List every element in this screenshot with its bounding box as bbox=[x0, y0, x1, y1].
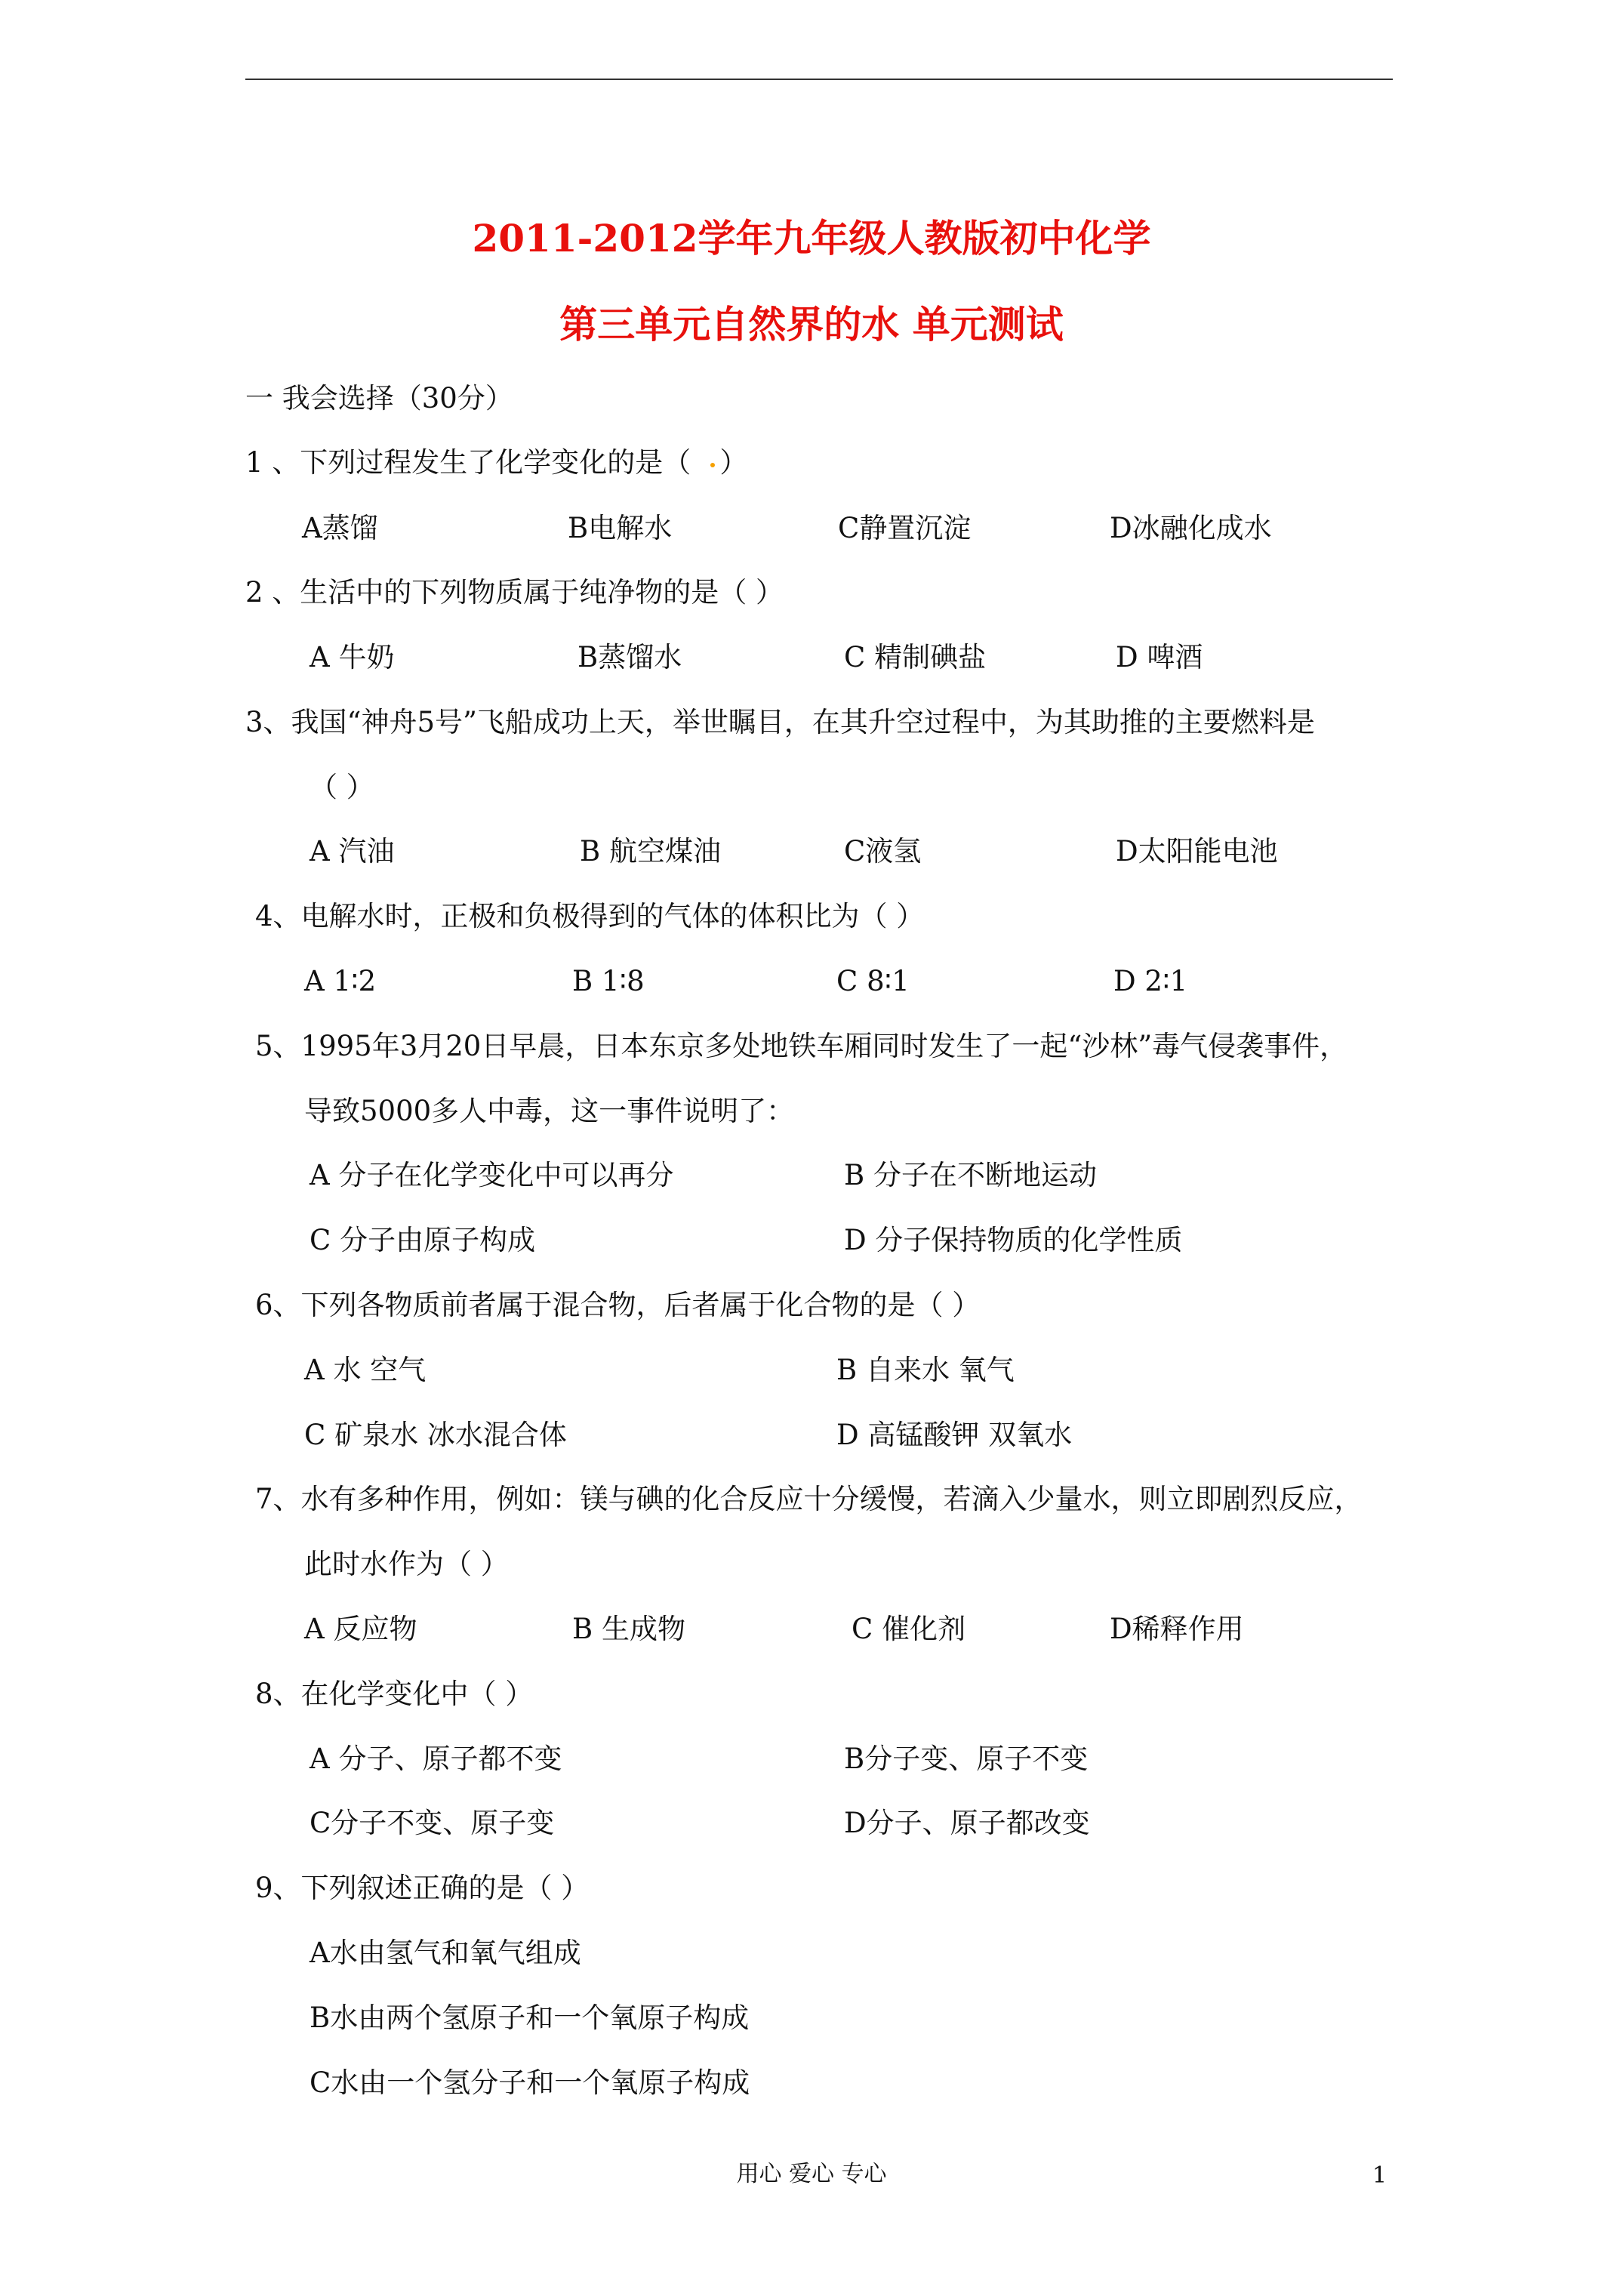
header-rule bbox=[245, 79, 1393, 80]
question-1-stem bbox=[245, 445, 747, 480]
section-heading: 一 我会选择（30分） bbox=[245, 382, 513, 415]
question-8-option-c: C分子不变、原子变 bbox=[310, 1807, 555, 1839]
question-8-option-b: B分子变、原子不变 bbox=[844, 1743, 1089, 1775]
question-3-option-c: C液氢 bbox=[844, 835, 922, 868]
question-8-stem: 8、在化学变化中（ ） bbox=[255, 1678, 534, 1710]
question-1-stem-close: ） bbox=[719, 446, 748, 479]
question-1-option-d: D冰融化成水 bbox=[1110, 512, 1272, 544]
question-2-option-d: D 啤酒 bbox=[1116, 641, 1203, 673]
question-1-option-a: A蒸馏 bbox=[302, 512, 378, 544]
question-3-stem-continued: （ ） bbox=[310, 771, 374, 803]
question-4-option-a: A 1∶2 bbox=[304, 965, 377, 997]
question-5-option-a: A 分子在化学变化中可以再分 bbox=[310, 1159, 674, 1191]
question-4-stem: 4、电解水时，正极和负极得到的气体的体积比为（ ） bbox=[255, 900, 925, 932]
question-5-option-b: B 分子在不断地运动 bbox=[844, 1159, 1097, 1191]
question-2-option-c: C 精制碘盐 bbox=[844, 641, 987, 673]
question-7-option-c: C 催化剂 bbox=[852, 1613, 966, 1645]
question-3-option-a: A 汽油 bbox=[310, 835, 395, 868]
question-3-stem: 3、我国“神舟5号”飞船成功上天，举世瞩目，在其升空过程中，为其助推的主要燃料是 bbox=[245, 706, 1315, 738]
question-5-option-c: C 分子由原子构成 bbox=[310, 1224, 536, 1256]
question-6-option-d: D 高锰酸钾 双氧水 bbox=[836, 1419, 1073, 1451]
question-6-option-a: A 水 空气 bbox=[304, 1354, 427, 1386]
question-5-stem: 5、1995年3月20日早晨，日本东京多处地铁车厢同时发生了一起“沙林”毒气侵袭事件， bbox=[255, 1030, 1348, 1062]
question-5-option-d: D 分子保持物质的化学性质 bbox=[844, 1224, 1183, 1256]
question-9-option-c: C水由一个氢分子和一个氧原子构成 bbox=[310, 2066, 750, 2099]
document-title-line1: 2011-2012学年九年级人教版初中化学 bbox=[472, 216, 1151, 260]
question-6-option-c: C 矿泉水 冰水混合体 bbox=[304, 1419, 567, 1451]
question-4-option-c: C 8∶1 bbox=[836, 965, 910, 997]
page-number: 1 bbox=[1372, 2162, 1387, 2189]
question-9-option-a: A水由氢气和氧气组成 bbox=[310, 1937, 581, 1969]
question-4-option-b: B 1∶8 bbox=[572, 965, 645, 997]
question-2-option-a: A 牛奶 bbox=[310, 641, 395, 673]
question-5-stem-continued: 导致5000多人中毒，这一事件说明了： bbox=[304, 1095, 795, 1127]
document-title-line2: 第三单元自然界的水 单元测试 bbox=[559, 302, 1064, 347]
question-8-option-a: A 分子、原子都不变 bbox=[310, 1743, 562, 1775]
question-7-stem: 7、水有多种作用，例如：镁与碘的化合反应十分缓慢，若滴入少量水，则立即剧烈反应， bbox=[255, 1483, 1363, 1515]
question-4-option-d: D 2∶1 bbox=[1113, 965, 1188, 997]
page-footer: 用心 爱心 专心 bbox=[736, 2161, 887, 2187]
question-2-stem: 2 、生活中的下列物质属于纯净物的是（ ） bbox=[245, 576, 784, 609]
question-1-stem-text: 1 、下列过程发生了化学变化的是（ bbox=[245, 446, 691, 479]
question-7-option-d: D稀释作用 bbox=[1110, 1613, 1244, 1645]
question-3-option-d: D太阳能电池 bbox=[1116, 835, 1278, 868]
question-6-option-b: B 自来水 氧气 bbox=[836, 1354, 1015, 1386]
question-6-stem: 6、下列各物质前者属于混合物，后者属于化合物的是（ ） bbox=[255, 1289, 981, 1321]
question-7-stem-continued: 此时水作为（ ） bbox=[304, 1548, 509, 1580]
question-1-option-c: C静置沉淀 bbox=[838, 512, 972, 544]
question-1-option-b: B电解水 bbox=[568, 512, 673, 544]
question-7-option-a: A 反应物 bbox=[304, 1613, 417, 1645]
question-7-option-b: B 生成物 bbox=[572, 1613, 685, 1645]
answer-blank-mark bbox=[710, 463, 715, 467]
question-8-option-d: D分子、原子都改变 bbox=[844, 1807, 1090, 1839]
question-9-option-b: B水由两个氢原子和一个氧原子构成 bbox=[310, 2002, 750, 2034]
question-3-option-b: B 航空煤油 bbox=[580, 835, 721, 868]
question-9-stem: 9、下列叙述正确的是（ ） bbox=[255, 1872, 590, 1904]
question-2-option-b: B蒸馏水 bbox=[577, 641, 682, 673]
